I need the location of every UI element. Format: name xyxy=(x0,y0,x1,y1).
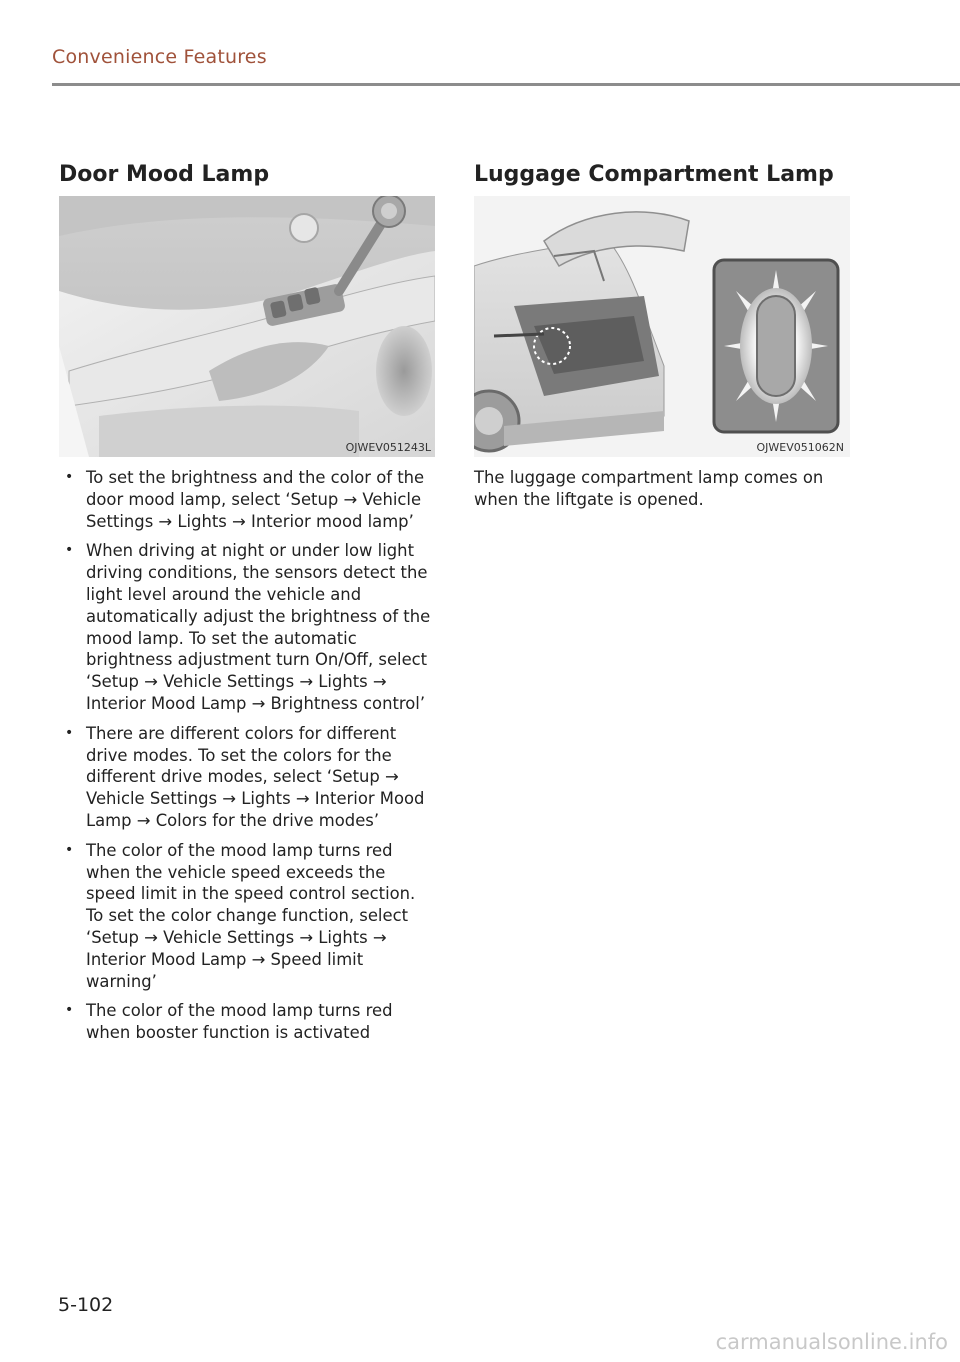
door-mood-lamp-illustration xyxy=(59,196,435,457)
door-mood-lamp-heading: Door Mood Lamp xyxy=(59,162,270,187)
luggage-lamp-heading: Luggage Compartment Lamp xyxy=(474,162,834,187)
section-header-title: Convenience Features xyxy=(52,46,267,68)
list-item: • When driving at night or under low light driving conditions, the sensors detect the light level around the vehicle and automatically adjust the brightness of the mood lamp. To set the automatic brightness adjustment turn On/Off, select ‘Setup → Vehicle Settings → Lights → Interior Mood Lamp → Brightness control’ xyxy=(62,540,434,714)
list-item: • To set the brightness and the color of the door mood lamp, select ‘Setup → Vehicle Settings → Lights → Interior mood lamp’ xyxy=(62,467,434,532)
watermark: carmanualsonline.info xyxy=(715,1330,948,1354)
luggage-figure-code: OJWEV051062N xyxy=(756,441,844,454)
header-divider xyxy=(52,83,960,86)
page-number: 5-102 xyxy=(58,1294,114,1316)
door-mood-lamp-bullet-list xyxy=(62,467,434,1052)
luggage-lamp-description: The luggage compartment lamp comes on when the liftgate is opened. xyxy=(474,468,824,509)
list-item: • The color of the mood lamp turns red when booster function is activated xyxy=(62,1000,434,1044)
luggage-lamp-illustration xyxy=(474,196,850,457)
list-item: • The color of the mood lamp turns red when the vehicle speed exceeds the speed limit in the speed control section. To set the color change function, select ‘Setup → Vehicle Settings → Lights → Interior Mood Lamp → Speed limit warning’ xyxy=(62,840,434,993)
list-item: • There are different colors for different drive modes. To set the colors for the different drive modes, select ‘Setup → Vehicle Settings → Lights → Interior Mood Lamp → Colors for the drive modes’ xyxy=(62,723,434,832)
door-figure-code: OJWEV051243L xyxy=(345,441,431,454)
